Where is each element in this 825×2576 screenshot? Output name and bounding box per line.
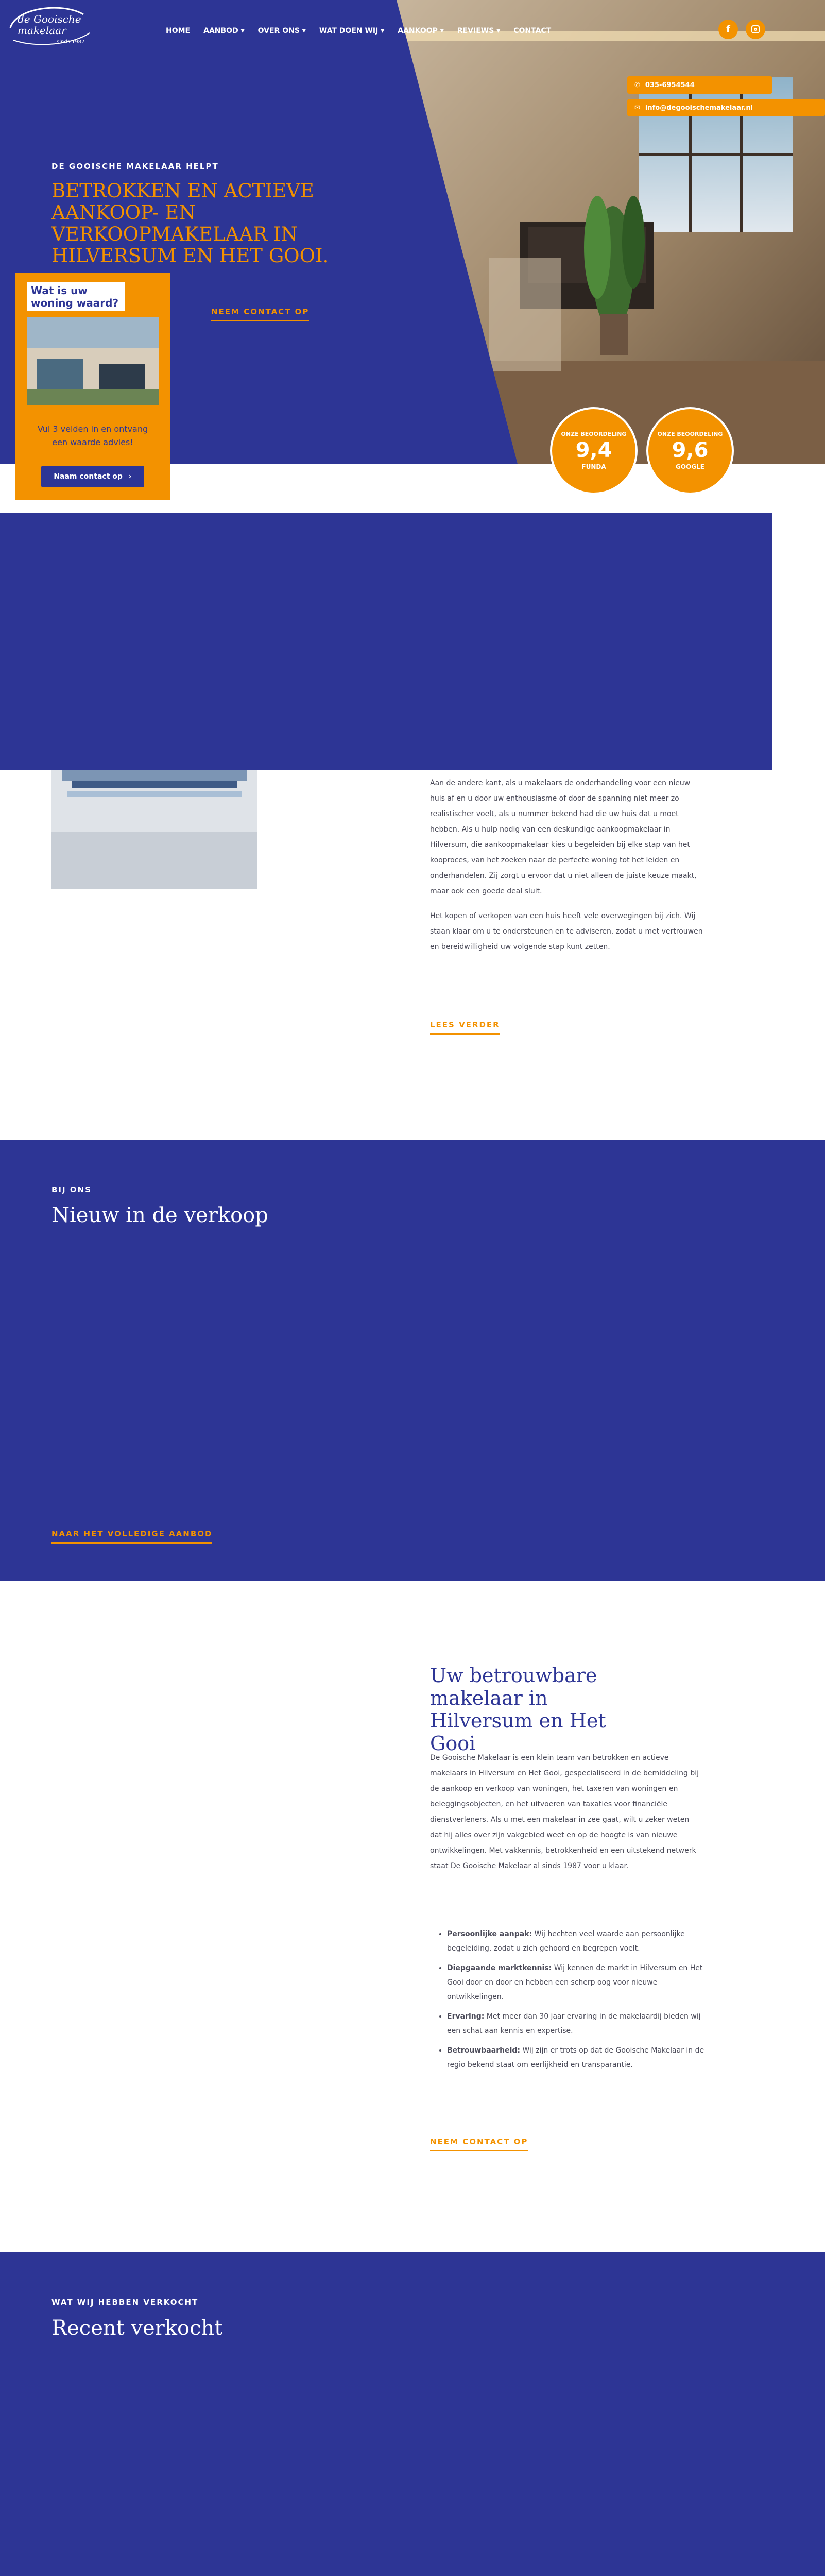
about-text (430, 775, 703, 955)
hero-contact-link[interactable]: NEEM CONTACT OP (211, 307, 309, 321)
rating-source: FUNDA (581, 463, 606, 470)
instagram-icon[interactable] (746, 20, 765, 39)
rating-source: GOOGLE (676, 463, 704, 470)
widget-house-photo (27, 317, 159, 405)
phone-icon: ✆ (634, 81, 640, 89)
intro-text: De Gooische Makelaar is een klein team van betrokken en actieve makelaars in Hilversum en Het Gooi, gespecialiseerd in de bemiddeling bij de aankoop en verkoop van woningen, het taxeren van woningen en beleggingsobjecten, en het uitvoeren van taxaties voor financiële dienstverleners. Als u met een makelaar in zee gaat, wilt u zeker weten dat hij alles over zijn vakgebied weet en op de hoogte is van nieuwe ontwikkelingen. Met vakkennis, betrokkenheid en een uitstekend netwerk staat De Gooische Makelaar al sinds 1987 voor u klaar. (430, 1754, 699, 1870)
bullet-text: Wij kennen de markt in Hilversum en Het Gooi door en door en hebben een scherp oog voor nieuwe ontwikkelingen. (447, 1964, 703, 2001)
widget-title: Wat is uw woning waard? (27, 282, 125, 311)
nav-aankoop[interactable] (398, 27, 444, 35)
chevron-down-icon: ▾ (240, 27, 245, 35)
nav-reviews-label: REVIEWS (457, 27, 494, 35)
main-nav (166, 27, 564, 35)
for-sale-all-link[interactable]: NAAR HET VOLLEDIGE AANBOD (51, 1529, 212, 1544)
intro-bullets (447, 1927, 704, 2077)
chevron-down-icon: ▾ (302, 27, 306, 35)
facebook-icon[interactable]: f (718, 20, 738, 39)
bullet-text: Met meer dan 30 jaar ervaring in de makelaardij bieden wij een schat aan kennis en expertise. (447, 2012, 701, 2035)
nav-wat-doen-wij-label: WAT DOEN WIJ (319, 27, 379, 35)
about-photo (51, 770, 257, 889)
about-band (0, 513, 772, 770)
email-pill[interactable] (627, 99, 825, 116)
chevron-down-icon: ▾ (381, 27, 385, 35)
phone-number: 035-6954544 (645, 81, 695, 89)
rating-score: 9,6 (672, 438, 709, 462)
rating-label: ONZE BEOORDELING (561, 431, 627, 437)
logo[interactable] (6, 4, 94, 48)
rating-badge-funda (550, 407, 638, 495)
logo-name: de Gooische makelaar (18, 13, 81, 37)
hero-title: BETROKKEN EN ACTIEVE AANKOOP- EN VERKOOPMAKELAAR IN HILVERSUM EN HET GOOI. (51, 180, 329, 267)
widget-button[interactable] (41, 466, 144, 487)
widget-text: Vul 3 velden in en ontvang een waarde advies! (37, 424, 148, 447)
about-paragraph-2: Het kopen of verkopen van een huis heeft vele overwegingen bij zich. Wij staan klaar om u te ondersteunen en te adviseren, zodat u met vertrouwen en bereidwilligheid uw volgende stap kunt zetten. (430, 912, 703, 951)
widget-button-label: Naam contact op (54, 472, 123, 481)
intro-title: Uw betrouwbare makelaar in Hilversum en Het Gooi (430, 1664, 606, 1755)
valuation-widget (15, 273, 170, 500)
sold-kicker: WAT WIJ HEBBEN VERKOCHT (51, 2298, 199, 2307)
bullet-item (447, 1927, 704, 1956)
arrow-right-icon: › (128, 472, 132, 481)
rating-score: 9,4 (575, 438, 612, 462)
for-sale-kicker: BIJ ONS (51, 1185, 92, 1194)
for-sale-title: Nieuw in de verkoop (51, 1204, 268, 1227)
bullet-bold: Persoonlijke aanpak: (447, 1930, 532, 1938)
about-paragraph-1: Aan de andere kant, als u makelaars de onderhandeling voor een nieuw huis af en u door uw enthousiasme of door de spanning niet meer zo realistischer voelt, als u nummer bekend had die uw huis dat u moet hebben. Als u hulp nodig van een deskundige aankoopmakelaar in Hilversum, die aankoopmakelaar kies u begeleiden bij elke stap van het kooproces, van het zoeken naar de perfecte woning tot het leiden en onderhandelen. Zij zorgt u ervoor dat u niet alleen de juiste keuze maakt, maar ook een goede deal sluit. (430, 779, 697, 895)
chevron-down-icon: ▾ (440, 27, 444, 35)
nav-aanbod[interactable] (203, 27, 245, 35)
bullet-bold: Diepgaande marktkennis: (447, 1964, 552, 1972)
nav-aanbod-label: AANBOD (203, 27, 238, 35)
nav-over-ons[interactable] (258, 27, 306, 35)
about-read-more-link[interactable]: LEES VERDER (430, 1020, 500, 1035)
logo-tagline: sinds 1987 (57, 39, 85, 45)
nav-contact[interactable]: CONTACT (513, 27, 552, 35)
intro-contact-link[interactable]: NEEM CONTACT OP (430, 2137, 528, 2151)
sold-title: Recent verkocht (51, 2316, 223, 2340)
bullet-item (447, 1961, 704, 2004)
hero-interior-photo (397, 0, 825, 464)
nav-reviews[interactable] (457, 27, 500, 35)
nav-wat-doen-wij[interactable] (319, 27, 384, 35)
rating-badge-google (646, 407, 734, 495)
nav-home[interactable]: HOME (166, 27, 191, 35)
nav-aankoop-label: AANKOOP (398, 27, 438, 35)
bullet-text: Wij zijn er trots op dat de Gooische Makelaar in de regio bekend staat om eerlijkheid en transparantie. (447, 2046, 704, 2069)
rating-label: ONZE BEOORDELING (657, 431, 723, 437)
bullet-text: Wij hechten veel waarde aan persoonlijke begeleiding, zodat u zich gehoord en begrepen voelt. (447, 1930, 685, 1953)
bullet-bold: Ervaring: (447, 2012, 485, 2021)
chevron-down-icon: ▾ (496, 27, 501, 35)
phone-pill[interactable] (627, 76, 772, 94)
bullet-item (447, 2009, 704, 2038)
bullet-bold: Betrouwbaarheid: (447, 2046, 520, 2055)
hero-kicker: DE GOOISCHE MAKELAAR HELPT (51, 162, 219, 171)
email-address: info@degooischemakelaar.nl (645, 104, 753, 112)
bullet-item (447, 2043, 704, 2072)
nav-over-ons-label: OVER ONS (257, 27, 300, 35)
mail-icon: ✉ (634, 104, 640, 112)
